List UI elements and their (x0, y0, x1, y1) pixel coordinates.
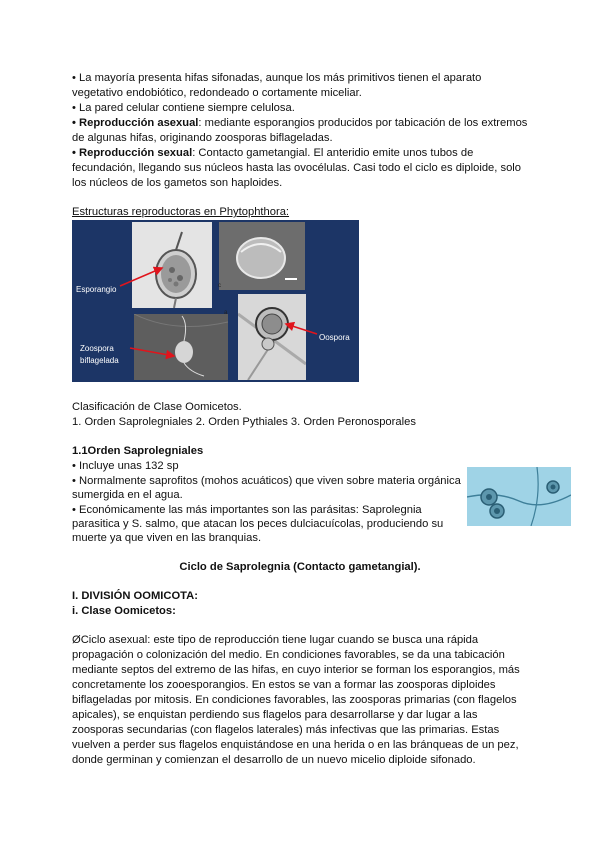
intro-line-8: los núcleos de los gametos son haploides. (72, 177, 283, 189)
asexual-line-4: concretamente los zooesporangios. En estos se van a formar las zoosporas diploides (72, 679, 496, 691)
intro-line-3: • La pared celular contiene siempre celulosa. (72, 102, 295, 114)
sapro-bullet-3b: parasitica y S. salmo, que atacan los peces dulciacuícolas, produciendo su (72, 518, 444, 530)
arrow-oospora (286, 324, 317, 334)
asexual-line-3: mediante septos del extremo de las hifas, en cuyo interior se forman los esporangios, más (72, 664, 520, 676)
label-zoospora-1: Zoospora (80, 344, 114, 353)
label-esporangio: Esporangio (76, 285, 117, 294)
intro-line-2: vegetativo endobiótico, redondeado o cortamente miceliar. (72, 87, 362, 99)
asexual-line-8: vuelven a perder sus flagelos enquistándose en una herida o en las bránqueas de un pez, (72, 739, 519, 751)
panel-letter-c: c (218, 283, 221, 289)
intro-line-5: de algunas hifas, originando zoosporas biflageladas. (72, 132, 333, 144)
division-heading: I. DIVISIÓN OOMICOTA: (72, 590, 198, 602)
sapro-bullet-2a: • Normalmente saprofitos (mohos acuáticos) que viven sobre materia orgánica (72, 475, 461, 487)
asexual-line-9: donde germinan y comienzan el desarrollo de un nuevo micelio diploide sifonado. (72, 754, 476, 766)
intro-line-1: • La mayoría presenta hifas sifonadas, aunque los más primitivos tienen el aparato (72, 72, 482, 84)
arrow-zoospora (130, 348, 174, 356)
figure-arrows (72, 220, 359, 382)
asexual-line-5: biflageladas por mitosis. En condiciones favorables, las zoosporas primarias (con flagelos (72, 694, 517, 706)
division-subheading: i. Clase Oomicetos: (72, 605, 176, 617)
figure-caption: Estructuras reproductoras en Phytophthora: (72, 206, 290, 218)
asexual-line-2: propagación o colonización del medio. En condiciones favorables, se da una tabicación (72, 649, 505, 661)
label-zoospora-2: biflagelada (80, 356, 119, 365)
phytophthora-figure (72, 220, 359, 382)
asexual-line-6: apicales), se enquistan perdiendo sus flagelos para desarrollarse y dar lugar a las (72, 709, 478, 721)
thumbnail-drawing (467, 467, 571, 526)
intro-line-7: fecundación, llegando sus núcleos hasta las ovocélulas. Casi todo el ciclo es diploide, solo (72, 162, 522, 174)
arrow-esporangio (120, 268, 162, 286)
intro-line-6 (72, 146, 473, 161)
bold-label-asexual: • Reproducción asexual (72, 117, 199, 129)
label-oospora: Oospora (319, 333, 350, 342)
classification-title: Clasificación de Clase Oomicetos. (72, 401, 242, 413)
panel-letter-a: a (224, 310, 228, 316)
asexual-text: : mediante esporangios producidos por tabicación de los extremos (198, 117, 528, 129)
sexual-text: : Contacto gametangial. El anteridio emite unos tubos de (192, 147, 474, 159)
asexual-line-1: ØCiclo asexual: este tipo de reproducción tiene lugar cuando se busca una rápida (72, 634, 479, 646)
classification-orders: 1. Orden Saprolegniales 2. Orden Pythiales 3. Orden Peronosporales (72, 416, 416, 428)
bold-label-sexual: • Reproducción sexual (72, 147, 193, 159)
asexual-line-7: zoosporas secundarias (con flagelos laterales) más infectivas que las primarias. Estas (72, 724, 500, 736)
sapro-bullet-3a: • Económicamente las más importantes son las parásitas: Saprolegnia (72, 504, 422, 516)
sapro-bullet-3c: muerte ya que viven en las branquias. (72, 532, 262, 544)
sapro-bullet-2b: sumergida en el agua. (72, 489, 183, 501)
saprolegniales-heading: 1.1Orden Saprolegniales (72, 445, 204, 457)
intro-line-4 (72, 116, 527, 131)
saprolegnia-thumbnail (467, 467, 571, 526)
cycle-title: Ciclo de Saprolegnia (Contacto gametangial). (179, 561, 421, 573)
sapro-bullet-1: • Incluye unas 132 sp (72, 460, 179, 472)
